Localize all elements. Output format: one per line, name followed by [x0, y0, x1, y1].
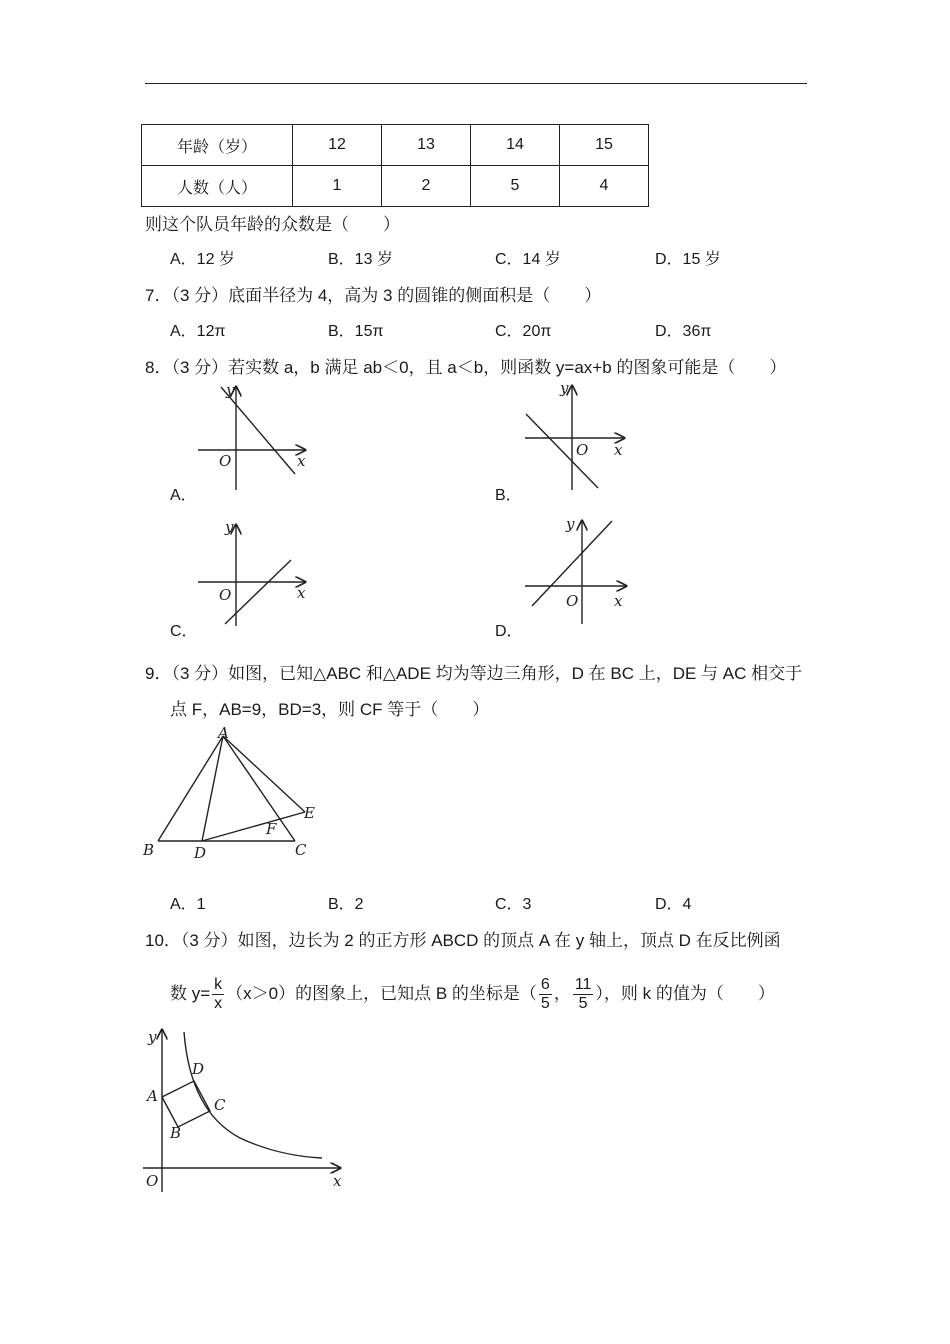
table-cell: 2 — [382, 166, 471, 207]
table-cell: 14 — [471, 125, 560, 166]
frac-numerator: k — [214, 976, 223, 993]
table-row — [142, 125, 649, 166]
q10-stem-line2 — [170, 976, 775, 1013]
q7-option-c: C．20π — [495, 323, 552, 340]
q8-option-d: D． — [495, 623, 523, 640]
frac-denominator: x — [214, 995, 223, 1012]
y-label: y — [225, 518, 234, 536]
q7-option-d: D．36π — [655, 323, 712, 340]
origin-label: O — [566, 592, 579, 610]
x-label: x — [614, 441, 623, 459]
table-cell: 年龄（岁） — [142, 125, 293, 166]
q10-comma: ， — [553, 983, 571, 1003]
hyperbola-curve — [184, 1032, 322, 1158]
frac-numerator: 6 — [540, 976, 550, 993]
x-label: x — [297, 452, 306, 470]
q6-stem: 则这个队员年龄的众数是（ ） — [145, 215, 400, 234]
label-d: D — [194, 844, 207, 862]
q6-option-a: A．12 岁 — [170, 251, 235, 268]
q8-option-b: B． — [495, 487, 522, 504]
q7-stem: 7．（3 分）底面半径为 4，高为 3 的圆锥的侧面积是（ ） — [145, 286, 602, 305]
q8-option-c: C． — [170, 623, 198, 640]
y-label: y — [560, 379, 569, 397]
q6-option-d: D．15 岁 — [655, 251, 721, 268]
graph-b — [522, 380, 642, 492]
q9-option-c: C．3 — [495, 896, 532, 913]
y-label: y — [148, 1028, 157, 1046]
label-b: B — [170, 1124, 182, 1142]
label-e: E — [304, 804, 315, 822]
graph-c — [195, 520, 315, 628]
table-row — [142, 166, 649, 207]
triangle-figure — [140, 724, 330, 864]
q10-text-b: （x＞0）的图象上，已知点 B 的坐标是（ — [226, 983, 537, 1003]
x-label: x — [297, 584, 306, 602]
fraction-11-over-5 — [573, 976, 594, 1013]
q8-stem: 8．（3 分）若实数 a，b 满足 ab＜0，且 a＜b，则函数 y=ax+b 的图象可能是（ ） — [145, 358, 787, 377]
header-rule — [145, 83, 807, 84]
q9-stem-line2: 点 F，AB=9，BD=3，则 CF 等于（ ） — [170, 700, 490, 719]
frac-numerator: 11 — [574, 976, 592, 993]
table-cell: 15 — [560, 125, 649, 166]
table-cell: 5 — [471, 166, 560, 207]
hyperbola-figure — [140, 1024, 355, 1194]
graph-a — [195, 382, 315, 492]
table-cell: 1 — [293, 166, 382, 207]
origin-label: O — [146, 1172, 159, 1190]
q7-option-b: B．15π — [328, 323, 384, 340]
table-cell: 人数（人） — [142, 166, 293, 207]
q10-text-c: ），则 k 的值为（ ） — [595, 983, 775, 1003]
label-d: D — [192, 1060, 205, 1078]
origin-label: O — [576, 441, 589, 459]
origin-label: O — [219, 586, 232, 604]
function-line — [221, 387, 295, 474]
frac-denominator: 5 — [540, 995, 550, 1012]
q6-option-b: B．13 岁 — [328, 251, 393, 268]
label-c: C — [295, 841, 307, 859]
label-b: B — [143, 841, 155, 859]
label-a: A — [218, 724, 229, 742]
label-a: A — [147, 1087, 158, 1105]
graph-d — [522, 516, 642, 628]
side-ae — [223, 736, 305, 812]
q10-text-a: 数 y= — [170, 983, 211, 1003]
table-cell: 4 — [560, 166, 649, 207]
q7-option-a: A．12π — [170, 323, 226, 340]
x-label: x — [333, 1172, 342, 1190]
q9-option-b: B．2 — [328, 896, 364, 913]
q6-option-c: C．14 岁 — [495, 251, 561, 268]
q8-option-a: A． — [170, 487, 197, 504]
origin-label: O — [219, 452, 232, 470]
q9-option-a: A．1 — [170, 896, 206, 913]
side-ab — [158, 736, 223, 841]
label-f: F — [266, 820, 277, 838]
q9-option-d: D．4 — [655, 896, 692, 913]
q10-stem-line1: 10．（3 分）如图，边长为 2 的正方形 ABCD 的顶点 A 在 y 轴上，顶点 D 在反比例函 — [145, 931, 781, 950]
square-abcd — [162, 1081, 210, 1127]
fraction-k-over-x — [212, 976, 224, 1013]
x-label: x — [614, 592, 623, 610]
frac-denominator: 5 — [578, 995, 588, 1012]
table-cell: 12 — [293, 125, 382, 166]
fraction-6-over-5 — [539, 976, 552, 1013]
side-de — [202, 812, 305, 841]
table-cell: 13 — [382, 125, 471, 166]
y-label: y — [566, 515, 575, 533]
q9-stem-line1: 9．（3 分）如图，已知△ABC 和△ADE 均为等边三角形，D 在 BC 上，DE 与 AC 相交于 — [145, 664, 803, 683]
function-line — [225, 560, 291, 624]
age-table — [141, 124, 649, 207]
label-c: C — [214, 1096, 226, 1114]
y-label: y — [226, 381, 235, 399]
